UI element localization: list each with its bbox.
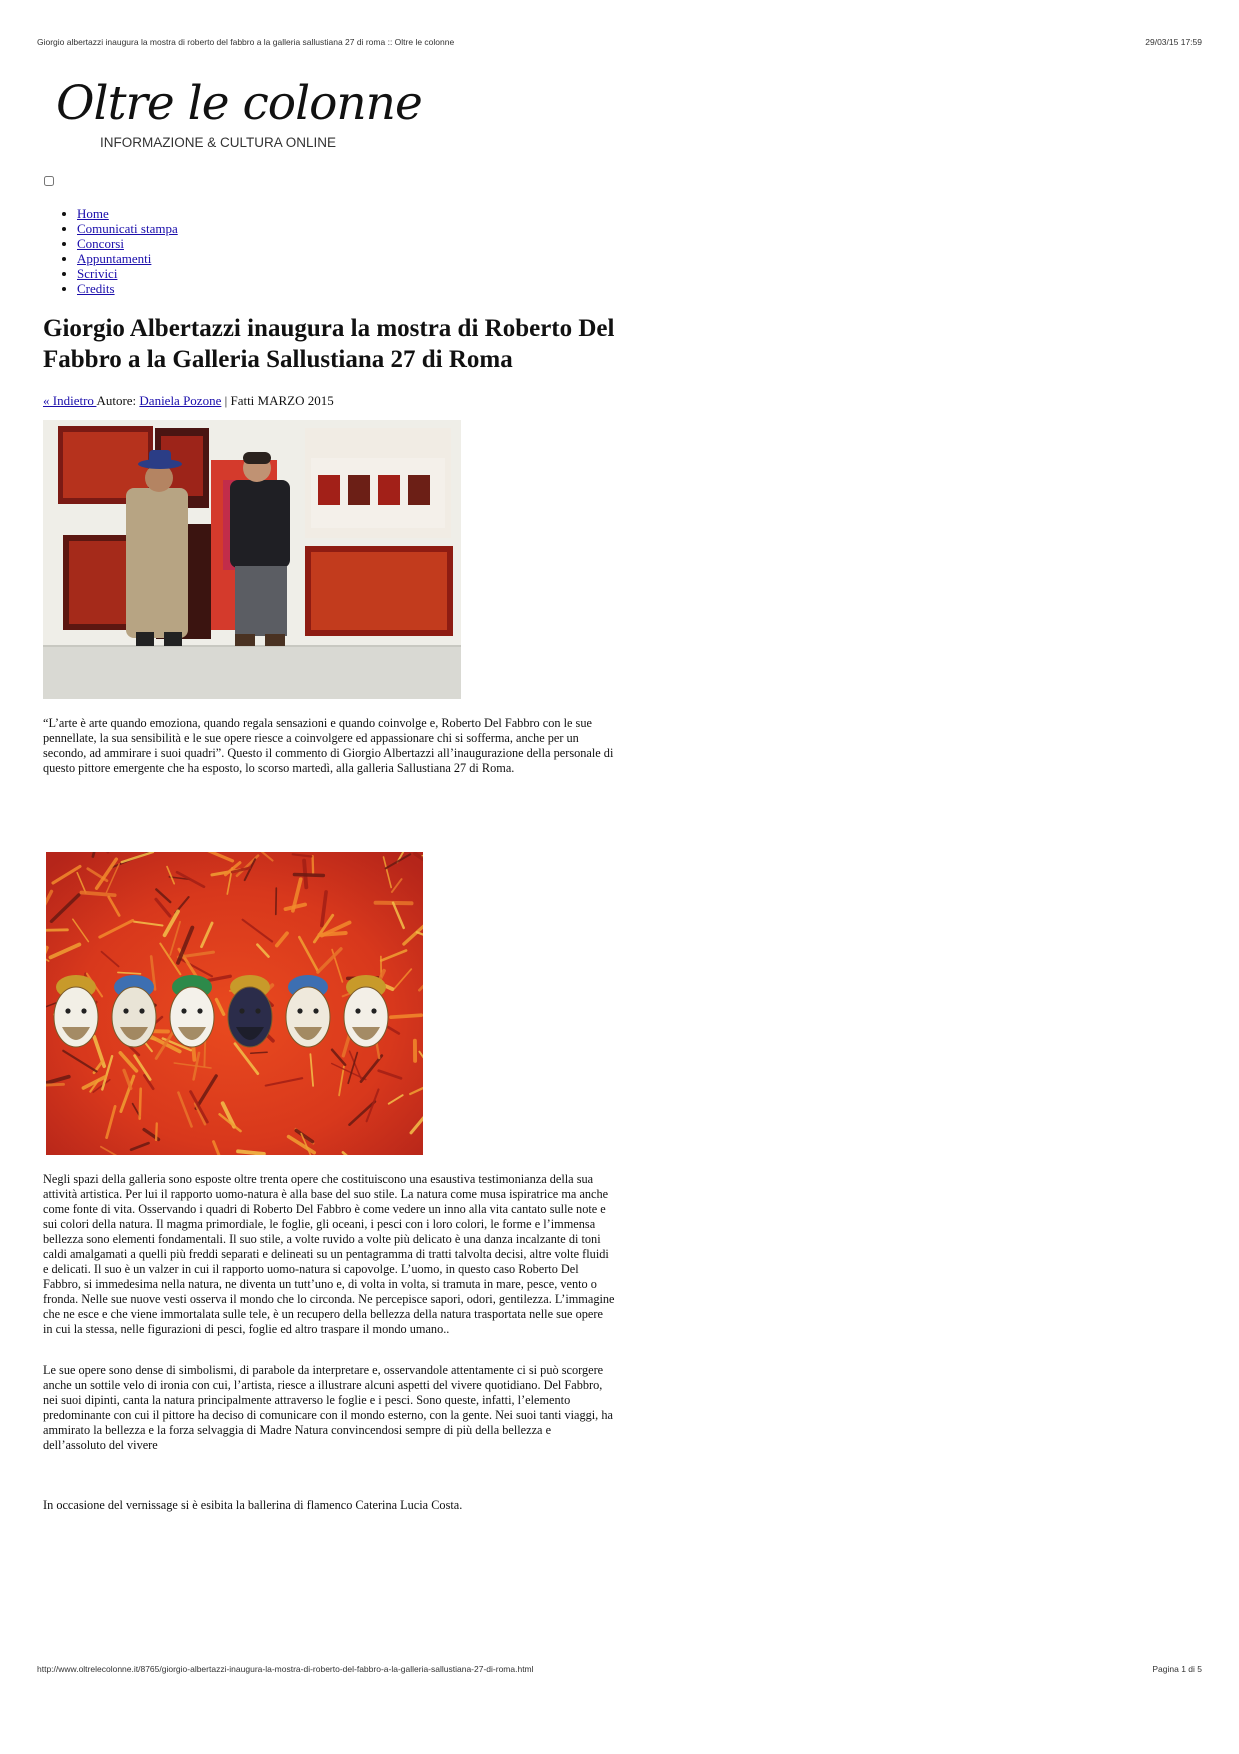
back-link[interactable]: « Indietro bbox=[43, 393, 97, 408]
nav-item-appuntamenti bbox=[77, 251, 178, 266]
main-nav bbox=[52, 206, 178, 296]
author-label: Autore: bbox=[96, 393, 140, 408]
logo-script-text: Oltre le colonne bbox=[56, 76, 422, 131]
menu-toggle-checkbox[interactable] bbox=[44, 176, 54, 186]
nav-item-concorsi bbox=[77, 236, 178, 251]
site-logo[interactable] bbox=[52, 76, 422, 156]
print-header-title: Giorgio albertazzi inaugura la mostra di roberto del fabbro a la galleria sallustiana 27 di roma :: Oltre le colonne bbox=[37, 37, 455, 47]
print-footer bbox=[37, 1664, 1202, 1674]
nav-link-concorsi[interactable]: Concorsi bbox=[77, 236, 124, 251]
print-url: http://www.oltrelecolonne.it/8765/giorgio-albertazzi-inaugura-la-mostra-di-roberto-del-fabbro-a-la-galleria-sallustiana-27-di-roma.html bbox=[37, 1664, 534, 1674]
article-title: Giorgio Albertazzi inaugura la mostra di Roberto Del Fabbro a la Galleria Sallustiana 27 di Roma bbox=[43, 315, 615, 373]
print-page-number: Pagina 1 di 5 bbox=[1152, 1664, 1202, 1674]
nav-link-credits[interactable]: Credits bbox=[77, 281, 115, 296]
author-link[interactable]: Daniela Pozone bbox=[139, 393, 222, 408]
article-paragraph-1: “L’arte è arte quando emoziona, quando regala sensazioni e quando coinvolge e, Roberto Del Fabbro con le sue pennellate, la sua sensibilità e le sue opere riesce a coinvolgere ed appassionare chi si sofferma, anche per un secondo, ad ammirare i suoi quadri”. Questo il commento di Giorgio Albertazzi all’inaugurazione della personale di questo pittore emergente che ha esposto, lo scorso martedì, alla galleria Sallustiana 27 di Roma. bbox=[43, 716, 614, 775]
nav-item-comunicati-stampa bbox=[77, 221, 178, 236]
nav-link-appuntamenti[interactable]: Appuntamenti bbox=[77, 251, 152, 266]
article-paragraph-3: Le sue opere sono dense di simbolismi, di parabole da interpretare e, osservandole attentamente ci si può scorgere anche un sottile velo di ironia con cui, l’artista, riesce a illustrare alcuni aspetti del vivere quotidiano. Del Fabbro, nei suoi dipinti, canta la natura principalmente attraverso le foglie e i pesci. Sono queste, infatti, l’elemento predominante con cui il pittore ha deciso di comunicare con il mondo esterno, con la gente. Nei suoi tanti viaggi, ha ammirato la bellezza e la forza selvaggia di Madre Natura convincendosi sempre di più della bellezza e dell’assoluto del vivere bbox=[43, 1363, 613, 1452]
category-date: | Fatti MARZO 2015 bbox=[221, 393, 334, 408]
gallery-opening-photo bbox=[43, 420, 461, 699]
nav-item-home bbox=[77, 206, 178, 221]
article-byline bbox=[43, 393, 334, 409]
nav-link-home[interactable]: Home bbox=[77, 206, 109, 221]
painting-masks-photo bbox=[46, 852, 423, 1155]
nav-item-scrivici bbox=[77, 266, 178, 281]
nav-link-comunicati-stampa[interactable]: Comunicati stampa bbox=[77, 221, 178, 236]
logo-tagline: INFORMAZIONE & CULTURA ONLINE bbox=[100, 135, 337, 150]
article-paragraph-2: Negli spazi della galleria sono esposte oltre trenta opere che costituiscono una esaustiva testimonianza della sua attività artistica. Per lui il rapporto uomo-natura è alla base del suo stile. La natura come musa ispiratrice ma anche come fonte di vita. Osservando i quadri di Roberto Del Fabbro è come vedere un inno alla vita cantato sulle note e sui colori della natura. Il magma primordiale, le foglie, gli oceani, i pesci con i loro colori, le forme e l’immensa bellezza sono elementi fondamentali. Il suo stile, a volte ruvido a volte più delicato è una danza incalzante di toni caldi amalgamati a quelli più freddi separati e delineati su un pentagramma di tratti talvolta decisi, altre volte fluidi e delicati. Il suo è un valzer in cui il rapporto uomo-natura si capovolge. L’uomo, in questo caso Roberto Del Fabbro, si immedesima nella natura, ne diventa un tutt’uno e, di volta in volta, si tramuta in mare, pesce, vento o fronda. Nelle sue nuove vesti osserva il mondo che lo circonda. Ne percepisce sapori, odori, gentilezza. L’immagine che ne esce e che viene immortalata sulle tele, è un recupero della bellezza della natura trasportata nelle sue opere in cui la stessa, nelle figurazioni di pesci, foglie ed altro traspare il mondo umano.. bbox=[43, 1172, 615, 1336]
print-header bbox=[37, 37, 1202, 47]
nav-link-scrivici[interactable]: Scrivici bbox=[77, 266, 118, 281]
article-paragraph-4: In occasione del vernissage si è esibita la ballerina di flamenco Caterina Lucia Costa. bbox=[43, 1498, 463, 1512]
print-datetime: 29/03/15 17:59 bbox=[1145, 37, 1202, 47]
nav-item-credits bbox=[77, 281, 178, 296]
